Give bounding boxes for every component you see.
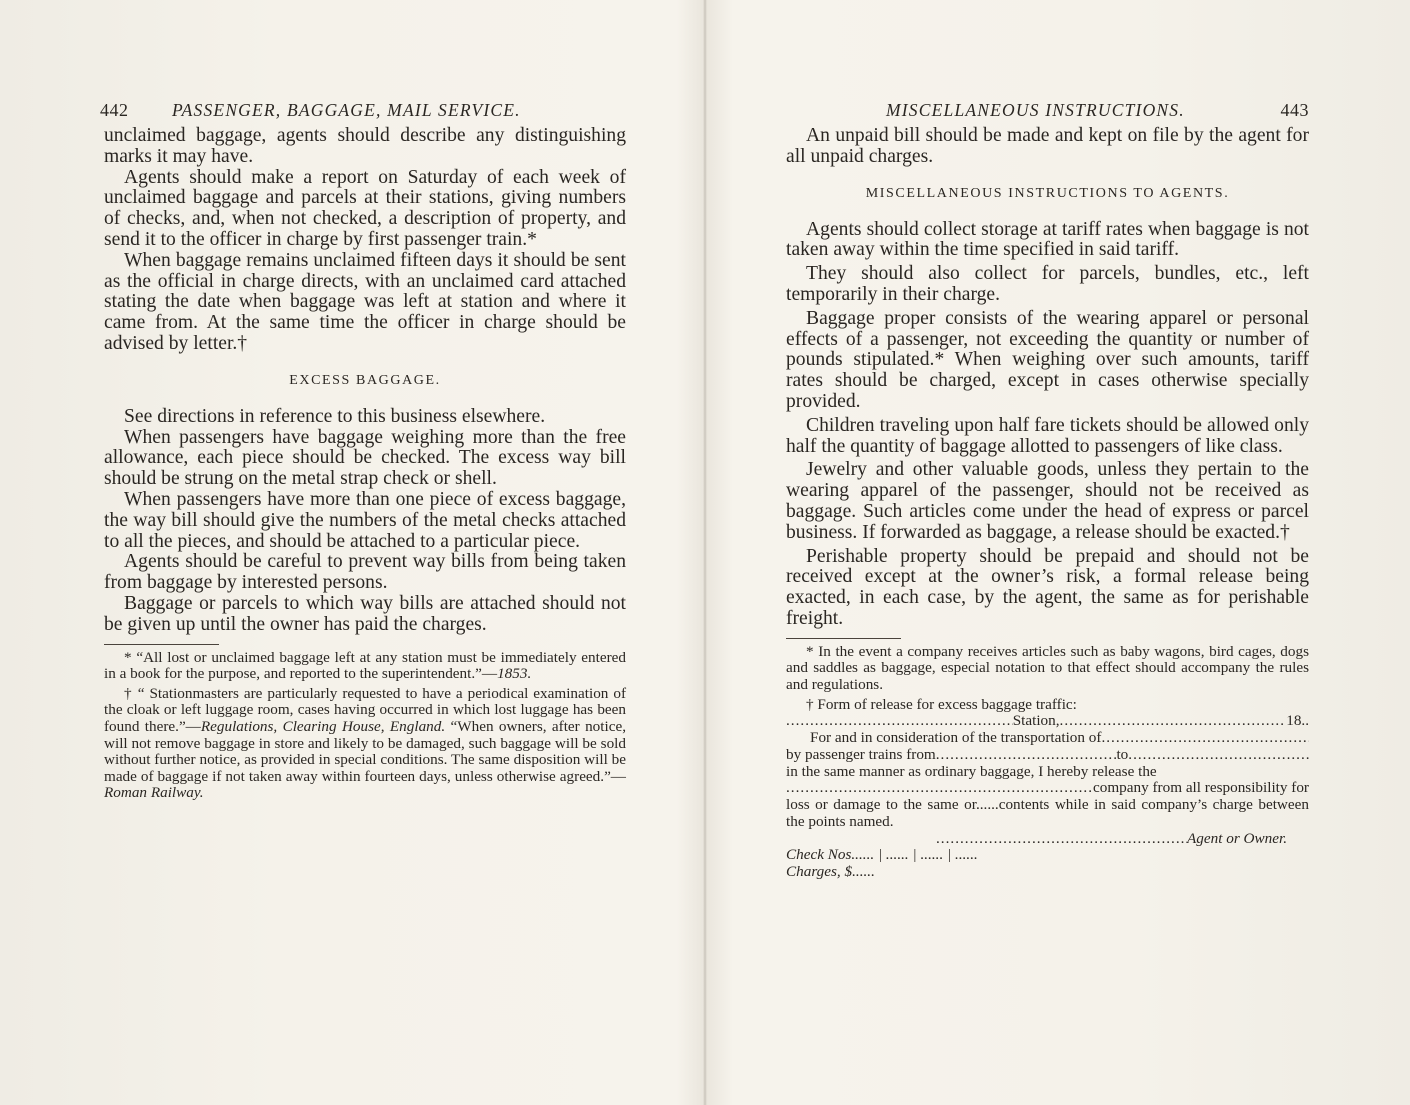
- left-footnotes: [104, 650, 626, 802]
- right-footnotes: [786, 644, 1309, 881]
- form-row-consideration: For and in consideration of the transportation of .....: [786, 730, 1309, 747]
- right-page-number: 443: [1280, 100, 1309, 120]
- left-para-4: See directions in reference to this business elsewhere.: [124, 405, 546, 427]
- right-footnote-2-intro: † Form of release for excess baggage traffic:: [806, 695, 1077, 713]
- right-para-6: Jewelry and other valuable goods, unless they pertain to the wearing apparel of the passenger, should not be received as baggage. Such articles come under the head of express or parcel business. If forwarded as baggage, a release should be exacted.†: [786, 459, 1309, 543]
- right-running-head: [786, 96, 1309, 126]
- right-para-5: Children traveling upon half fare tickets should be allowed only half the quantity of baggage allotted to passengers of like class.: [786, 414, 1309, 457]
- form-row-company: ..... company from all responsibility for: [786, 780, 1309, 797]
- left-para-7: Agents should be careful to prevent way bills from being taken from baggage by interested persons.: [104, 551, 626, 594]
- form-row-check-nos: Check Nos...... | ...... | ...... | ......: [786, 847, 978, 864]
- right-running-title: MISCELLANEOUS INSTRUCTIONS.: [886, 100, 1185, 120]
- right-para-2: Agents should collect storage at tariff rates when baggage is not taken away within the time specified in said tariff.: [786, 218, 1309, 261]
- release-form: [786, 713, 1309, 881]
- form-row-signature: ..... Agent or Owner.: [786, 831, 1309, 848]
- left-running-head: [100, 96, 626, 126]
- right-para-1: An unpaid bill should be made and kept on file by the agent for all unpaid charges.: [786, 125, 1309, 167]
- left-para-3: When baggage remains unclaimed fifteen days it should be sent as the official in charge directs, with an unclaimed card attached stating the date when baggage was left at station and where it came from. At the same time the officer in charge should be advised by letter.†: [104, 249, 626, 354]
- left-para-8: Baggage or parcels to which way bills are attached should not be given up until the owner has paid the charges.: [104, 592, 626, 635]
- left-para-2: Agents should make a report on Saturday of each week of unclaimed baggage and parcels at their stations, giving numbers of checks, and, when not checked, a description of property, and send it to the officer in charge by first passenger train.*: [104, 166, 626, 250]
- right-page: [786, 96, 1309, 881]
- left-footnote-1: * “All lost or unclaimed baggage left at any station must be immediately entered in a book for the purpose, and reported to the superintendent.”—1853.: [104, 648, 626, 683]
- left-para-1: unclaimed baggage, agents should describe any distinguishing marks it may have.: [104, 125, 626, 167]
- left-para-6: When passengers have more than one piece of excess baggage, the way bill should give the numbers of the metal checks attached to all the pieces, and should be attached to a particular piece.: [104, 488, 626, 552]
- footnote-rule: [786, 638, 901, 639]
- misc-instructions-heading: MISCELLANEOUS INSTRUCTIONS TO AGENTS.: [865, 185, 1230, 201]
- right-footnote-1: * In the event a company receives articles such as baby wagons, bird cages, dogs and saddles as baggage, especial notation to that effect should accompany the rules and regulations.: [786, 642, 1309, 693]
- left-para-5: When passengers have baggage weighing more than the free allowance, each piece should be checked. The excess way bill should be strung on the metal strap check or shell.: [104, 426, 626, 490]
- form-row-station: ..... Station, ..... 18..: [786, 713, 1309, 730]
- left-running-title: PASSENGER, BAGGAGE, MAIL SERVICE.: [172, 100, 521, 120]
- left-footnote-2: † “ Stationmasters are particularly requested to have a periodical examination of the cloak or left luggage room, cases having occurred in which lost luggage has been found there.”—Regulations, Clearing House, England. “When owners, after notice, will not remove baggage in store and likely to be damaged, such baggage will be sold without further notice, as provided in special conditions. The same disposition will be made of baggage if not taken away within fourteen days, unless otherwise agreed.”—Roman Railway.: [104, 684, 626, 802]
- excess-baggage-heading: EXCESS BAGGAGE.: [289, 372, 441, 388]
- footnote-rule: [104, 644, 219, 645]
- book-gutter: [703, 0, 707, 1105]
- form-row-manner: in the same manner as ordinary baggage, I hereby release the: [786, 763, 1157, 780]
- left-page-number: 442: [100, 100, 129, 120]
- left-page: [100, 96, 626, 802]
- right-para-4: Baggage proper consists of the wearing apparel or personal effects of a passenger, not exceeding the quantity or number of pounds stipulated.* When weighing over such amounts, tariff rates should be charged, except in cases otherwise specially provided.: [786, 307, 1309, 412]
- form-row-trains: by passenger trains from ..... to .....: [786, 747, 1309, 764]
- right-para-7: Perishable property should be prepaid and should not be received except at the owner’s risk, a formal release being exacted, in each case, by the agent, the same as for perishable freight.: [786, 545, 1309, 629]
- right-para-3: They should also collect for parcels, bundles, etc., left temporarily in their charge.: [786, 263, 1309, 305]
- form-row-charges: Charges, $......: [786, 864, 875, 881]
- form-row-loss: loss or damage to the same or......contents while in said company’s charge between the points named.: [786, 796, 1309, 830]
